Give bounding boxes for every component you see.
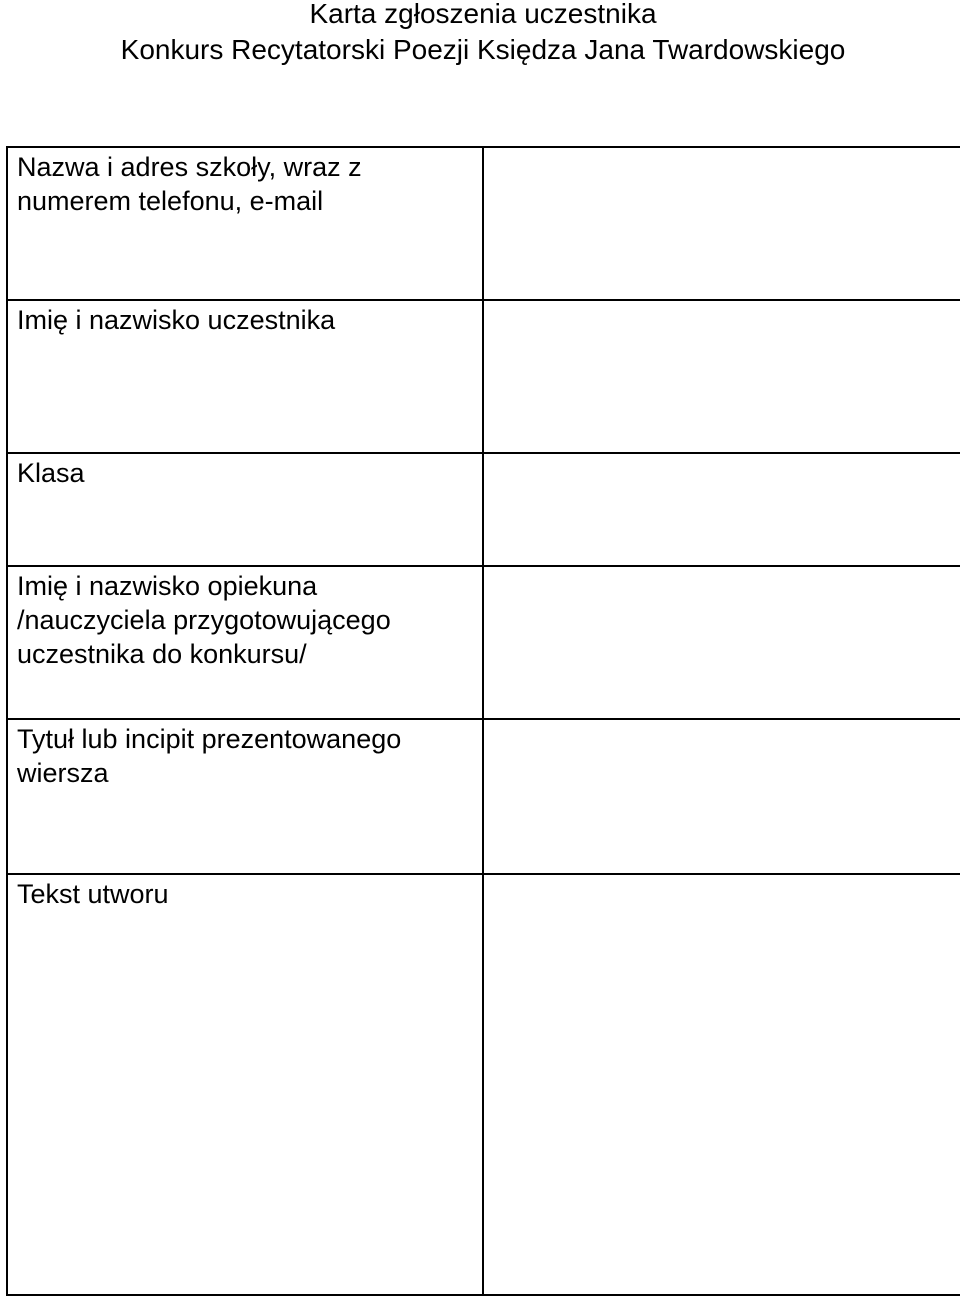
class-field[interactable] (483, 453, 960, 566)
teacher-label-cell (7, 566, 483, 719)
poem-text-label: Tekst utworu (17, 879, 169, 909)
school-field[interactable] (483, 147, 960, 300)
poem-text-field[interactable] (483, 874, 960, 1295)
class-label: Klasa (17, 458, 85, 488)
class-label-cell (7, 453, 483, 566)
form-row-poem-text (7, 874, 960, 1295)
form-row-class (7, 453, 960, 566)
form-row-poem-title (7, 719, 960, 874)
participant-label-cell (7, 300, 483, 453)
participant-label: Imię i nazwisko uczestnika (17, 305, 336, 335)
contest-name: Konkurs Recytatorski Poezji Księdza Jana Twardowskiego (120, 34, 846, 65)
registration-form-table (6, 146, 960, 1296)
participant-field[interactable] (483, 300, 960, 453)
teacher-field[interactable] (483, 566, 960, 719)
form-row-school (7, 147, 960, 300)
form-title: Karta zgłoszenia uczestnika (309, 0, 657, 29)
poem-title-label: Tytuł lub incipit prezentowanego wiersza (17, 724, 402, 788)
poem-text-label-cell (7, 874, 483, 1295)
school-label-cell (7, 147, 483, 300)
school-label: Nazwa i adres szkoły, wraz z numerem telefonu, e-mail (17, 152, 362, 216)
poem-title-label-cell (7, 719, 483, 874)
teacher-label: Imię i nazwisko opiekuna /nauczyciela przygotowującego uczestnika do konkursu/ (17, 571, 391, 669)
form-row-participant (7, 300, 960, 453)
form-row-teacher (7, 566, 960, 719)
poem-title-field[interactable] (483, 719, 960, 874)
